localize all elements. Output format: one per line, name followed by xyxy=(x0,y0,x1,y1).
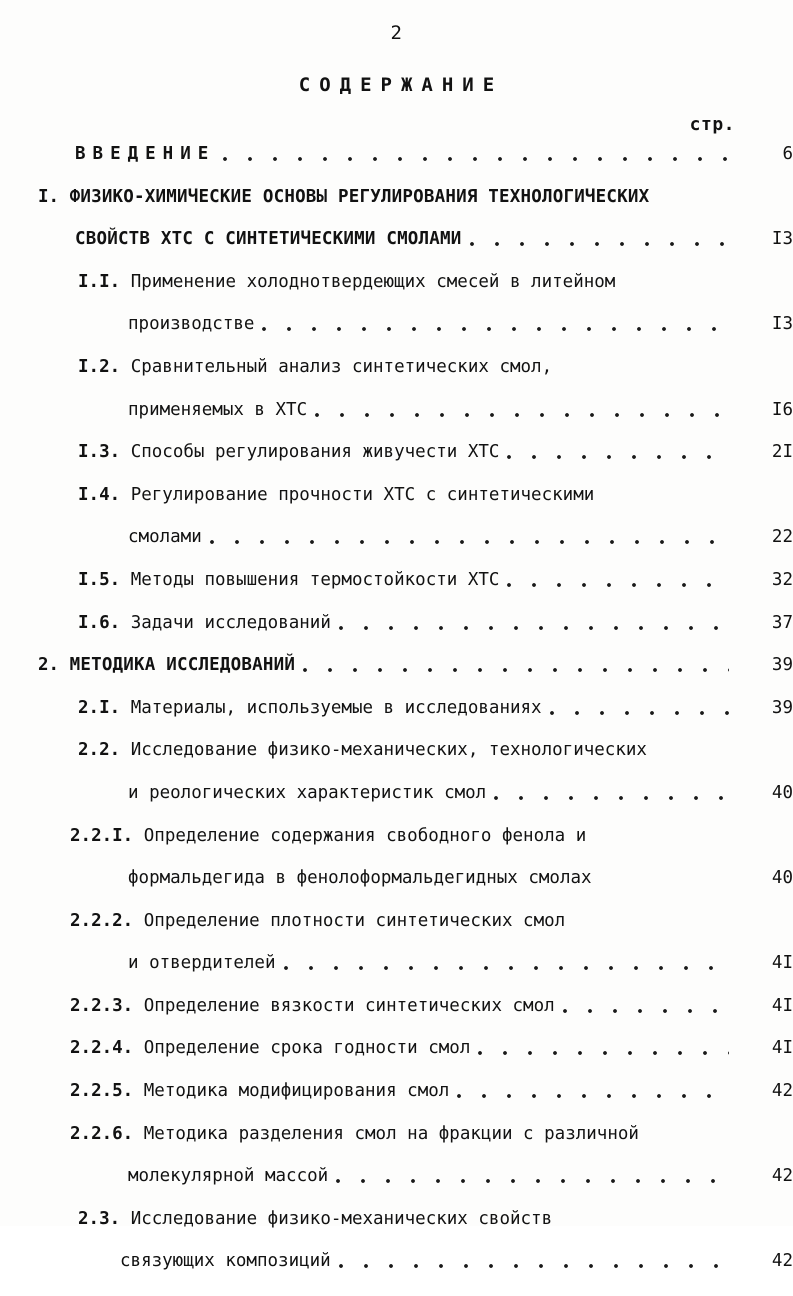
toc-dot-leader xyxy=(284,955,729,972)
toc-entry[interactable] xyxy=(0,399,793,445)
toc-entry-number: 2.2.2. xyxy=(70,910,144,931)
toc-entry[interactable] xyxy=(0,484,793,530)
toc-entry-number: I.I. xyxy=(78,271,131,292)
toc-dot-leader xyxy=(623,274,729,291)
toc-entry-page-number: 40 xyxy=(771,868,793,889)
toc-entry-page-number: 40 xyxy=(771,782,793,803)
toc-entry[interactable] xyxy=(0,271,793,317)
toc-entry-number: I.4. xyxy=(78,484,131,505)
toc-entry[interactable] xyxy=(0,231,793,274)
toc-entry-label: Определение плотности синтетических смол xyxy=(143,910,566,931)
toc-entry[interactable] xyxy=(0,529,793,572)
toc-entry[interactable] xyxy=(0,1123,793,1169)
toc-dot-leader xyxy=(315,402,729,419)
toc-entry-label: Исследование физико-механических свойств xyxy=(130,1208,553,1229)
toc-entry-label: Сравнительный анализ синтетических смол, xyxy=(130,356,553,377)
toc-entry-label: ФИЗИКО-ХИМИЧЕСКИЕ ОСНОВЫ РЕГУЛИРОВАНИЯ ТЕХНОЛОГИЧЕСКИХ xyxy=(69,186,650,207)
toc-entry-page-number: 32 xyxy=(771,569,793,590)
toc-entry[interactable] xyxy=(0,1040,793,1083)
toc-entry-label: ВВЕДЕНИЕ xyxy=(75,144,216,164)
toc-dot-leader xyxy=(550,700,729,717)
toc-entry[interactable] xyxy=(0,657,793,700)
toc-entry-page-number: I3 xyxy=(771,229,793,250)
toc-entry-page-number: I6 xyxy=(771,399,793,420)
toc-entry-page-number: 2I xyxy=(771,442,793,463)
toc-entry-label: формальдегида в фенолоформальдегидных смолах xyxy=(128,868,592,889)
toc-entry-number: I.2. xyxy=(78,356,131,377)
toc-entry-label: Применение холоднотвердеющих смесей в литейном xyxy=(130,271,616,292)
toc-entry-number: 2.2.3. xyxy=(70,995,144,1016)
toc-entry-label: Методика разделения смол на фракции с различной xyxy=(143,1123,639,1144)
toc-entry-number: I. xyxy=(38,186,70,207)
toc-dot-leader xyxy=(507,444,729,461)
toc-dot-leader xyxy=(494,785,729,802)
toc-entry[interactable] xyxy=(0,742,793,785)
toc-entry[interactable] xyxy=(0,697,793,743)
toc-entry-label: Задачи исследований xyxy=(130,612,331,633)
toc-entry-number: 2.2.5. xyxy=(70,1081,144,1102)
toc-entry-number: 2.I. xyxy=(78,697,131,718)
toc-entry-label: производстве xyxy=(128,314,255,335)
toc-entry[interactable] xyxy=(0,186,793,232)
toc-dot-leader xyxy=(647,1126,729,1143)
toc-entry-page-number: 37 xyxy=(771,612,793,633)
toc-dot-leader xyxy=(507,572,729,589)
toc-entry-label: молекулярной массой xyxy=(128,1166,329,1187)
toc-entry-page-number: 4I xyxy=(771,953,793,974)
toc-dot-leader xyxy=(457,1083,729,1100)
toc-dot-leader xyxy=(594,828,729,845)
toc-entry[interactable] xyxy=(0,825,793,871)
toc-entry-number: I.3. xyxy=(78,442,131,463)
toc-entry-label: связующих композиций xyxy=(120,1251,331,1272)
toc-entry[interactable] xyxy=(0,782,793,828)
toc-entry-number: I.5. xyxy=(78,569,131,590)
toc-entry-number: 2.3. xyxy=(78,1208,131,1229)
toc-dot-leader xyxy=(339,615,729,632)
toc-entry[interactable] xyxy=(0,316,793,359)
toc-entry-number: 2.2. xyxy=(78,740,131,761)
toc-entry-label: Методика модифицирования смол xyxy=(143,1081,450,1102)
toc-entry[interactable] xyxy=(0,995,793,1041)
toc-entry-number: 2.2.6. xyxy=(70,1123,144,1144)
toc-entry-label: МЕТОДИКА ИССЛЕДОВАНИЙ xyxy=(69,655,296,676)
toc-entry-label: Способы регулирования живучести ХТС xyxy=(130,442,500,463)
toc-entry-page-number: 42 xyxy=(771,1251,793,1272)
toc-entry[interactable] xyxy=(0,569,793,615)
toc-entry-page-number: 4I xyxy=(771,1038,793,1059)
toc-entry-page-number: 39 xyxy=(771,697,793,718)
toc-entry-page-number: I3 xyxy=(771,314,793,335)
toc-dot-leader xyxy=(303,657,729,674)
toc-entry[interactable] xyxy=(0,955,793,998)
toc-entry-number: I.6. xyxy=(78,612,131,633)
toc-dot-leader xyxy=(560,1211,729,1228)
toc-dot-leader xyxy=(223,146,729,163)
toc-dot-leader xyxy=(563,998,729,1015)
toc-entry[interactable] xyxy=(0,444,793,487)
toc-dot-leader xyxy=(336,1168,729,1185)
toc-entry-page-number: 42 xyxy=(771,1081,793,1102)
toc-entry-label: Материалы, используемые в исследованиях xyxy=(130,697,542,718)
page-title: СОДЕРЖАНИЕ xyxy=(298,74,504,96)
toc-entry-page-number: 6 xyxy=(782,144,793,164)
toc-entry-label: и отвердителей xyxy=(128,953,276,974)
toc-dot-leader xyxy=(655,742,729,759)
page-column-header: стр. xyxy=(689,114,735,135)
toc-entry-page-number: 4I xyxy=(771,995,793,1016)
toc-dot-leader xyxy=(478,1040,729,1057)
toc-dot-leader xyxy=(602,487,729,504)
toc-entry-label: Определение вязкости синтетических смол xyxy=(143,995,555,1016)
toc-dot-leader xyxy=(339,1253,729,1270)
toc-entry-label: и реологических характеристик смол xyxy=(128,782,487,803)
toc-entry-number: 2.2.I. xyxy=(70,825,144,846)
toc-entry[interactable] xyxy=(0,1208,793,1254)
toc-entry[interactable] xyxy=(0,356,793,402)
toc-entry[interactable] xyxy=(0,1168,793,1211)
toc-entry-page-number: 22 xyxy=(771,527,793,548)
toc-entry[interactable] xyxy=(0,612,793,658)
toc-entry[interactable] xyxy=(0,146,793,189)
toc-entry[interactable] xyxy=(0,910,793,956)
toc-dot-leader xyxy=(560,359,729,376)
toc-entry-label: Регулирование прочности ХТС с синтетическими xyxy=(130,484,595,505)
toc-entry-number: 2.2.4. xyxy=(70,1038,144,1059)
toc-entry-label: применяемых в ХТС xyxy=(128,399,308,420)
toc-entry-label: Методы повышения термостойкости ХТС xyxy=(130,569,500,590)
toc-entry-number: 2. xyxy=(38,655,70,676)
toc-dot-leader xyxy=(600,870,729,887)
toc-entry-page-number: 39 xyxy=(771,655,793,676)
toc-dot-leader xyxy=(470,231,730,248)
table-of-contents xyxy=(0,146,793,1296)
toc-entry[interactable] xyxy=(0,1253,793,1296)
toc-entry-page-number: 42 xyxy=(771,1166,793,1187)
toc-entry[interactable] xyxy=(0,1083,793,1126)
toc-dot-leader xyxy=(657,189,729,206)
toc-dot-leader xyxy=(573,913,729,930)
toc-entry-label: Определение содержания свободного фенола и xyxy=(143,825,587,846)
page-number: 2 xyxy=(390,22,403,44)
toc-dot-leader xyxy=(262,316,729,333)
toc-entry[interactable] xyxy=(0,870,793,913)
toc-dot-leader xyxy=(210,529,729,546)
toc-entry-label: Определение срока годности смол xyxy=(143,1038,471,1059)
toc-entry-label: Исследование физико-механических, технологических xyxy=(130,740,647,761)
toc-entry-label: СВОЙСТВ ХТС С СИНТЕТИЧЕСКИМИ СМОЛАМИ xyxy=(75,229,462,250)
toc-entry-label: смолами xyxy=(128,527,202,548)
